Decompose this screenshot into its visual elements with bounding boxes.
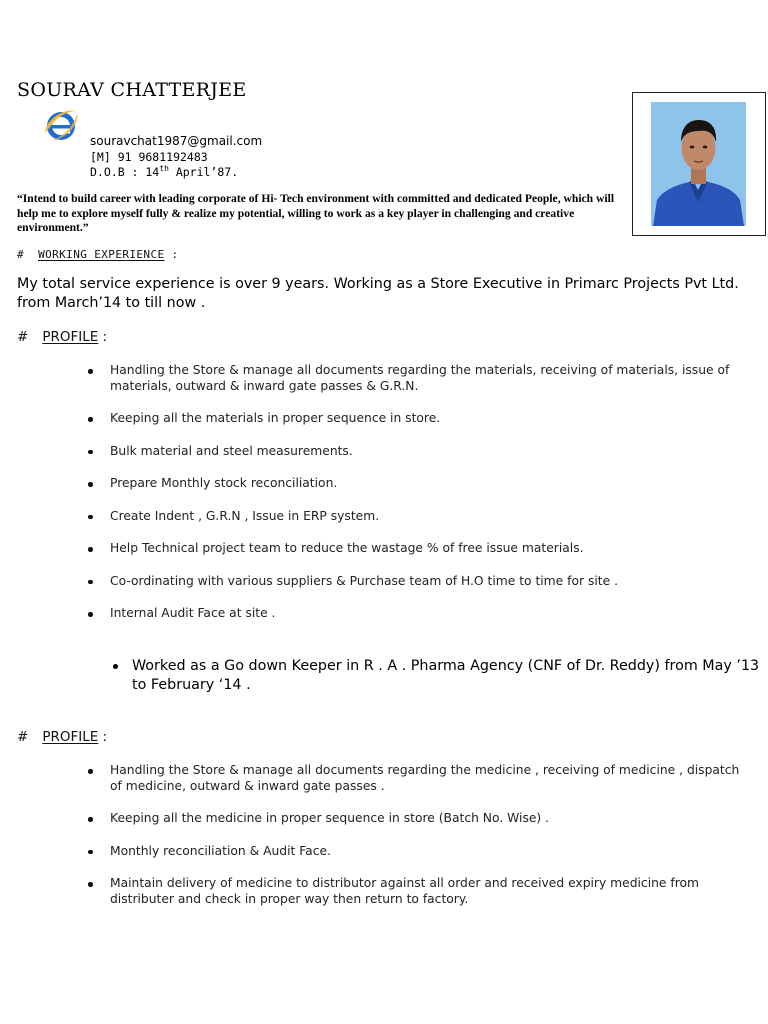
list-item: Create Indent , G.R.N , Issue in ERP system. <box>83 509 753 525</box>
list-item: Maintain delivery of medicine to distributor against all order and received expiry medicine from distributer and check in proper way then return to factory. <box>83 876 753 907</box>
internet-explorer-icon <box>41 105 81 145</box>
contact-block <box>90 134 262 181</box>
working-experience-heading: # WORKING EXPERIENCE : <box>17 248 179 261</box>
candidate-name: SOURAV CHATTERJEE <box>17 79 247 101</box>
previous-job: Worked as a Go down Keeper in R . A . Pharma Agency (CNF of Dr. Reddy) from May ’13 to February ‘14 . <box>132 658 760 693</box>
profile-label-1: PROFILE <box>42 329 99 345</box>
profile-list-2 <box>83 763 753 907</box>
list-item: Keeping all the materials in proper sequence in store. <box>83 411 753 427</box>
profile-heading-2: # PROFILE : <box>17 729 108 745</box>
profile-photo-frame <box>632 92 766 236</box>
profile-photo <box>651 102 746 226</box>
list-item: Bulk material and steel measurements. <box>83 444 753 460</box>
dob-text: D.O.B : 14th April’87. <box>90 164 239 179</box>
list-item: Internal Audit Face at site . <box>83 606 753 622</box>
profile-heading-1: # PROFILE : <box>17 329 108 345</box>
profile-label-2: PROFILE <box>42 729 99 745</box>
experience-summary: My total service experience is over 9 years. Working as a Store Executive in Primarc Projects Pvt Ltd. from March’14 to till now . <box>17 276 739 311</box>
list-item: Help Technical project team to reduce the wastage % of free issue materials. <box>83 541 753 557</box>
list-item: Keeping all the medicine in proper sequence in store (Batch No. Wise) . <box>83 811 753 827</box>
career-objective: “Intend to build career with leading corporate of Hi- Tech environment with committed and dedicated People, which will help me to explore myself fully & realize my potential, willing to work as a key player in challenging and creative environment.” <box>17 192 615 234</box>
email-text: souravchat1987@gmail.com <box>90 134 263 148</box>
list-item: Handling the Store & manage all documents regarding the materials, receiving of materials, issue of materials, outward & inward gate passes & G.R.N. <box>83 363 753 394</box>
list-item: Handling the Store & manage all documents regarding the medicine , receiving of medicine , dispatch of medicine, outward & inward gate passes . <box>83 763 753 794</box>
mobile-text: [M] 91 9681192483 <box>90 149 208 164</box>
list-item: Prepare Monthly stock reconciliation. <box>83 476 753 492</box>
list-item: Monthly reconciliation & Audit Face. <box>83 844 753 860</box>
profile-list-1 <box>83 363 753 622</box>
list-item: Co-ordinating with various suppliers & Purchase team of H.O time to time for site . <box>83 574 753 590</box>
working-experience-label: WORKING EXPERIENCE <box>38 248 165 261</box>
